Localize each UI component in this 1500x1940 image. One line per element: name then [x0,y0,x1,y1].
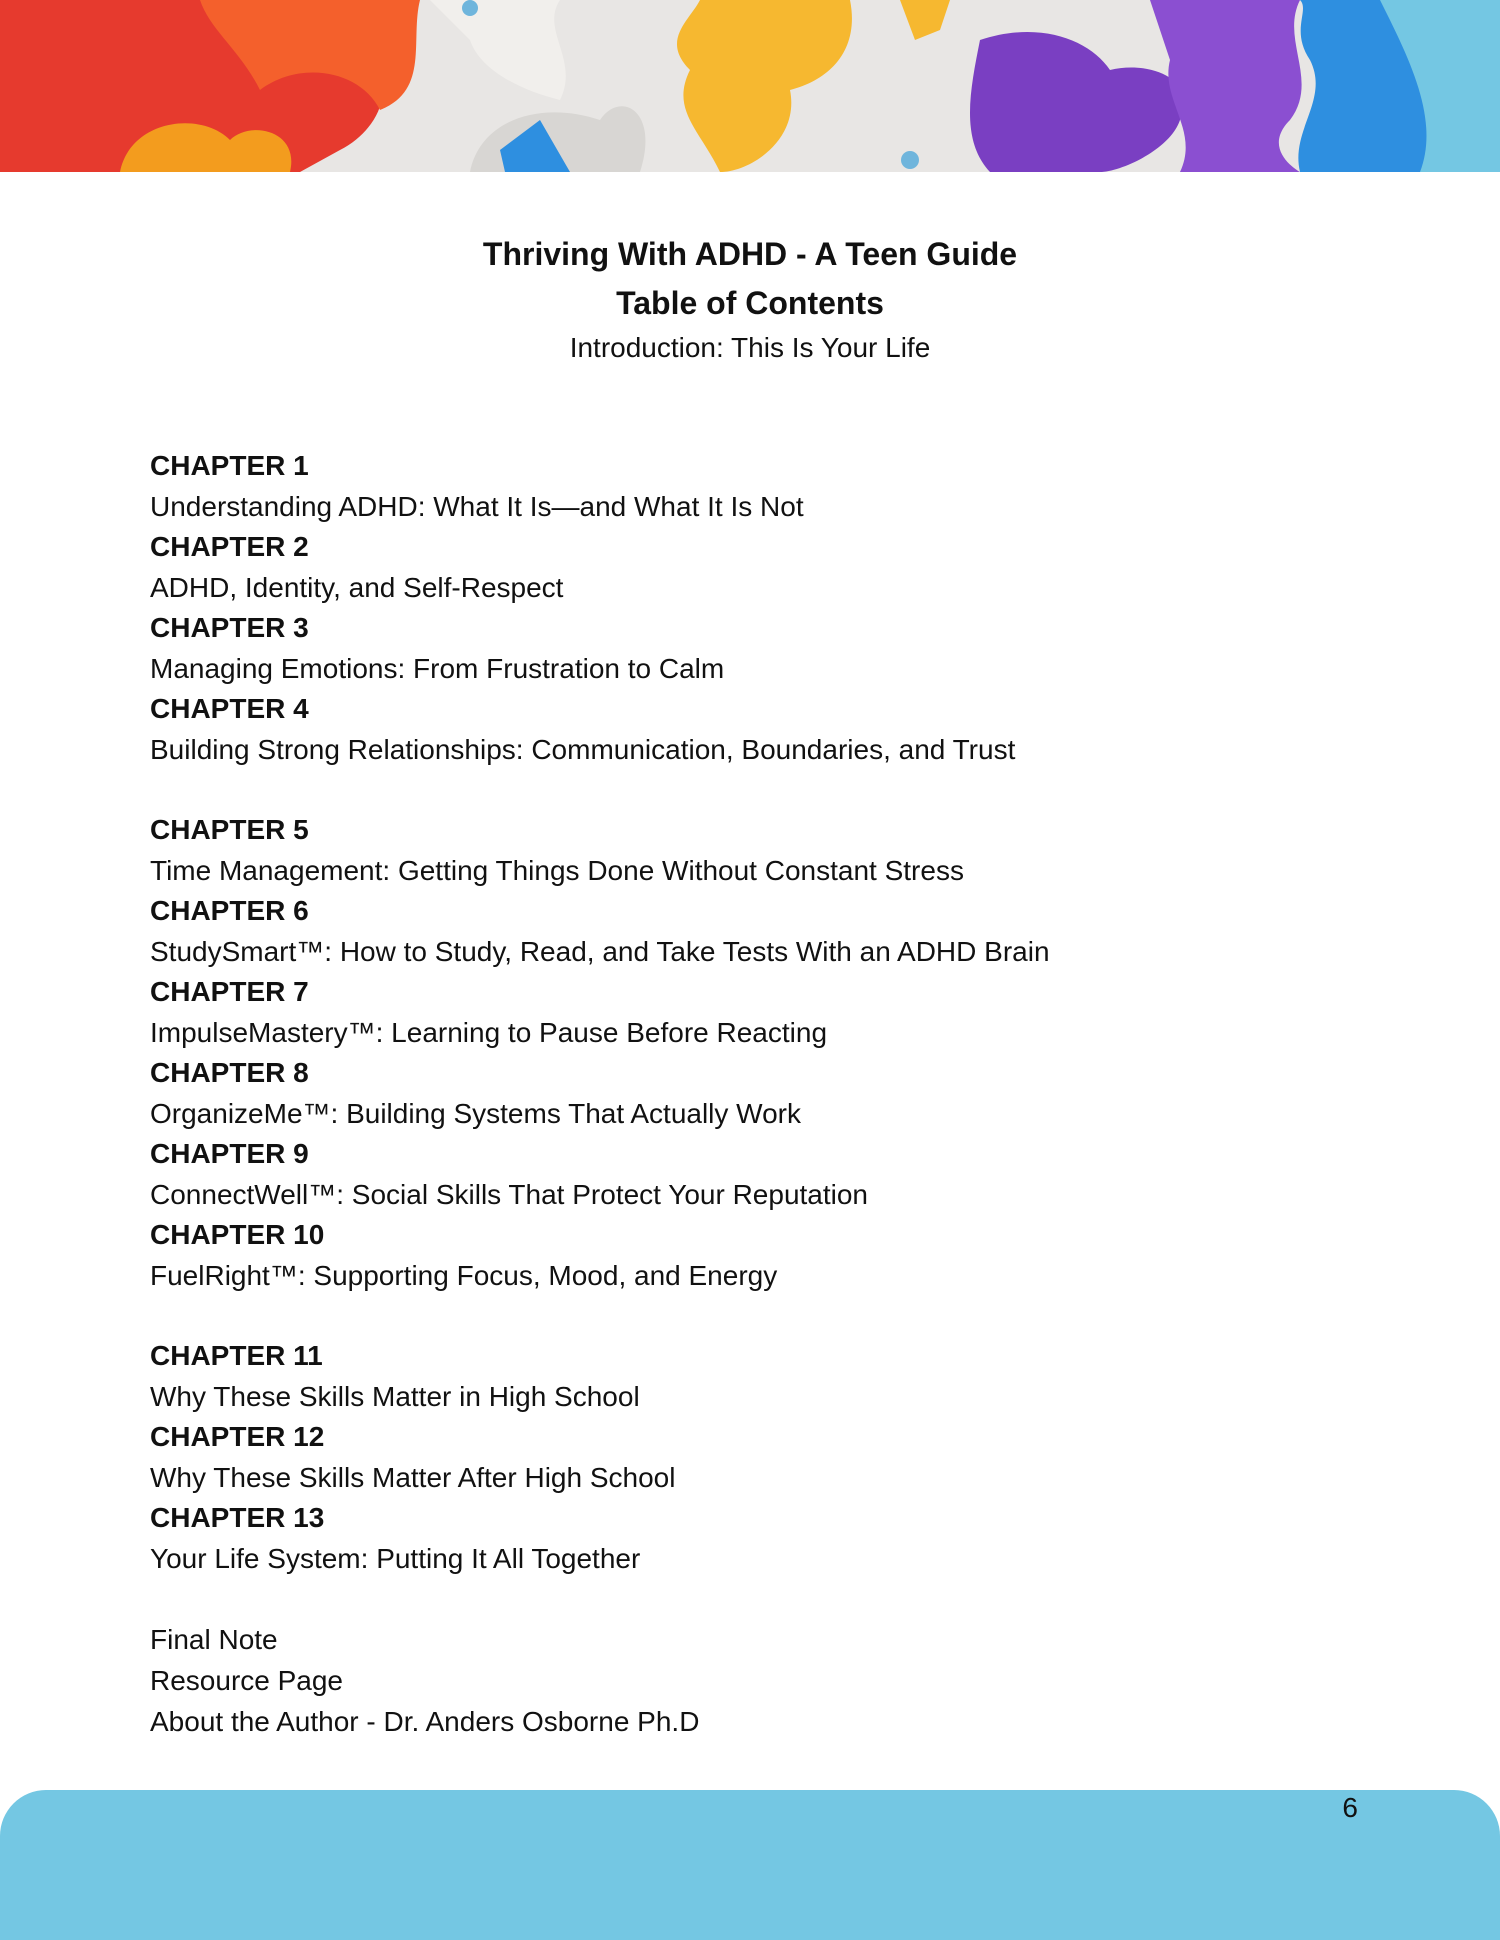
toc-chapter-8 [150,1053,1400,1134]
chapter-title: ImpulseMastery™: Learning to Pause Before Reacting [150,1017,828,1048]
toc-chapter-12 [150,1417,1400,1498]
chapter-label: CHAPTER 2 [150,531,309,562]
chapter-title: StudySmart™: How to Study, Read, and Take Tests With an ADHD Brain [150,936,1050,967]
chapter-label: CHAPTER 9 [150,1138,309,1169]
toc-chapter-7 [150,972,1400,1053]
section-gap [150,1296,1400,1336]
chapter-label: CHAPTER 8 [150,1057,309,1088]
chapter-label: CHAPTER 12 [150,1421,325,1452]
chapter-title: ConnectWell™: Social Skills That Protect Your Reputation [150,1179,869,1210]
chapter-label: CHAPTER 10 [150,1219,325,1250]
toc-final-note: Final Note [150,1624,278,1655]
chapter-label: CHAPTER 4 [150,693,309,724]
chapter-title: Understanding ADHD: What It Is—and What It Is Not [150,491,804,522]
chapter-title: Managing Emotions: From Frustration to Calm [150,653,725,684]
toc-chapter-5 [150,810,1400,891]
chapter-title: FuelRight™: Supporting Focus, Mood, and Energy [150,1260,778,1291]
section-gap [150,770,1400,810]
page-number: 6 [1342,1792,1358,1823]
chapter-label: CHAPTER 5 [150,814,309,845]
chapter-title: Time Management: Getting Things Done Without Constant Stress [150,855,964,886]
toc-chapter-13 [150,1498,1400,1579]
chapter-title: Your Life System: Putting It All Together [150,1543,641,1574]
puzzle-banner [0,0,1500,172]
chapter-label: CHAPTER 3 [150,612,309,643]
book-title: Thriving With ADHD - A Teen Guide [482,236,1018,272]
puzzle-pieces-image [0,0,1500,172]
toc-chapter-6 [150,891,1400,972]
chapter-label: CHAPTER 13 [150,1502,325,1533]
chapter-title: Why These Skills Matter in High School [150,1381,640,1412]
title-block [0,228,1500,370]
toc-introduction: Introduction: This Is Your Life [569,332,931,363]
chapter-label: CHAPTER 7 [150,976,309,1007]
chapter-label: CHAPTER 6 [150,895,309,926]
toc-chapter-1 [150,446,1400,527]
toc-chapter-2 [150,527,1400,608]
toc-chapter-9 [150,1134,1400,1215]
table-of-contents [150,446,1400,1742]
chapter-title: OrganizeMe™: Building Systems That Actually Work [150,1098,801,1129]
toc-about-author: About the Author - Dr. Anders Osborne Ph.D [150,1706,700,1737]
toc-chapter-10 [150,1215,1400,1296]
chapter-label: CHAPTER 11 [150,1340,323,1371]
chapter-title: ADHD, Identity, and Self-Respect [150,572,564,603]
toc-resource-page: Resource Page [150,1665,344,1696]
toc-chapter-3 [150,608,1400,689]
section-gap [150,1579,1400,1619]
footer-band [0,1790,1500,1940]
toc-chapter-4 [150,689,1400,770]
chapter-title: Building Strong Relationships: Communication, Boundaries, and Trust [150,734,1016,765]
chapter-label: CHAPTER 1 [150,450,309,481]
chapter-title: Why These Skills Matter After High School [150,1462,676,1493]
toc-heading: Table of Contents [616,285,884,321]
toc-chapter-11 [150,1336,1400,1417]
